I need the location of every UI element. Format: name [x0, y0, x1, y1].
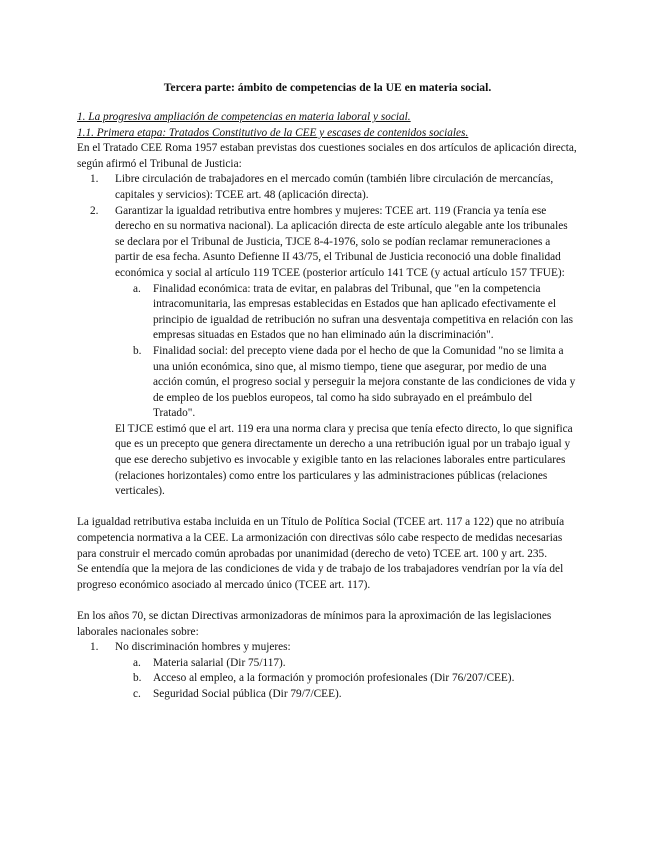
list-number: 1. — [90, 641, 99, 654]
sublist-letter: a. — [133, 282, 141, 295]
paragraph: La igualdad retributiva estaba incluida en un Título de Política Social (TCEE art. 117 a 122) que no atribuía competencia normativa a la CEE. La armonización con directivas sólo cabe respecto de medidas necesarias para construir el mercado común aprobadas por unanimidad (derecho de veto) TCEE art. 100 y art. 235. — [77, 516, 565, 560]
paragraph: En los años 70, se dictan Directivas armonizadoras de mínimos para la aproximación de las legislaciones laborales nacionales sobre: — [77, 610, 552, 638]
sublist-letter: b. — [133, 344, 142, 357]
spacer — [77, 500, 577, 516]
sublist-letter: a. — [133, 656, 141, 669]
list-item — [77, 640, 577, 656]
list-item-text: Garantizar la igualdad retributiva entre hombres y mujeres: TCEE art. 119 (Francia ya tenía ese derecho en su normativa nacional). La aplicación directa de este artículo alegable ante los tribunales se declara por el Tribunal de Justicia, TJCE 8-4-1976, solo se podían reclamar remuneraciones a partir de esa fecha. Asunto Defienne II 43/75, el Tribunal de Justicia reconoció una doble finalidad económica y social al artículo 119 TCEE (posterior artículo 141 TCE (y actual artículo 157 TFUE): — [115, 204, 568, 279]
intro-paragraph: En el Tratado CEE Roma 1957 estaban previstas dos cuestiones sociales en dos artículos de aplicación directa, según afirmó el Tribunal de Justicia: — [77, 142, 577, 170]
section-heading: 1. La progresiva ampliación de competencias en materia laboral y social. — [77, 111, 411, 123]
list-item — [77, 172, 577, 203]
conclusion-paragraph: El TJCE estimó que el art. 119 era una norma clara y precisa que tenía efecto directo, lo que significa que es un precepto que genera directamente un derecho a una retribución igual por un trabajo igual y que ese derecho subjetivo es invocable y exigible tanto en las relaciones laborales entre particulares (relaciones horizontales) como entre los particulares y las administraciones públicas (relaciones verticales). — [115, 422, 573, 498]
sublist-item-text: Finalidad económica: trata de evitar, en palabras del Tribunal, que "en la competencia intracomunitaria, las empresas establecidas en Estados que han aplicado efectivamente el principio de igualdad de retribución no sufran una desventaja competitiva en relación con las empresas situadas en Estados que no han eliminado aún la discriminación". — [153, 282, 574, 342]
list-item — [77, 204, 577, 282]
paragraph: Se entendía que la mejora de las condiciones de vida y de trabajo de los trabajadores vendrían por la vía del progreso económico asociado al mercado único (TCEE art. 117). — [77, 563, 564, 591]
sublist-item — [115, 344, 577, 422]
sublist-item — [115, 671, 577, 687]
list-number: 2. — [90, 204, 99, 217]
subsection-heading: 1.1. Primera etapa: Tratados Constitutivo de la CEE y escases de contenidos sociales. — [77, 126, 469, 139]
document-body — [77, 110, 577, 703]
sublist-item-text: Acceso al empleo, a la formación y promoción profesionales (Dir 76/207/CEE). — [153, 672, 515, 685]
spacer — [77, 593, 577, 609]
list-number: 1. — [90, 173, 99, 186]
sublist-letter: b. — [133, 672, 142, 685]
sublist-item-text: Seguridad Social pública (Dir 79/7/CEE). — [153, 687, 342, 700]
sublist-item — [115, 687, 577, 703]
document-title: Tercera parte: ámbito de competencias de la UE en materia social. — [163, 81, 492, 94]
sublist-letter: c. — [133, 687, 141, 700]
list-item-text: Libre circulación de trabajadores en el mercado común (también libre circulación de mercancías, capitales y servicios): TCEE art. 48 (aplicación directa). — [115, 173, 554, 201]
sublist-item-text: Materia salarial (Dir 75/117). — [153, 656, 286, 669]
list-item-text: No discriminación hombres y mujeres: — [115, 641, 291, 654]
sublist-item — [115, 282, 577, 344]
sublist-item — [115, 656, 577, 672]
sublist-item-text: Finalidad social: del precepto viene dada por el hecho de que la Comunidad "no se limita a una unión económica, sino que, al mismo tiempo, tiene que asegurar, por medio de una acción común, el progreso social y perseguir la mejora constante de las condiciones de vida y de empleo de los pueblos europeos, tal como ha sido subrayado en el preámbulo del Tratado". — [153, 344, 576, 420]
